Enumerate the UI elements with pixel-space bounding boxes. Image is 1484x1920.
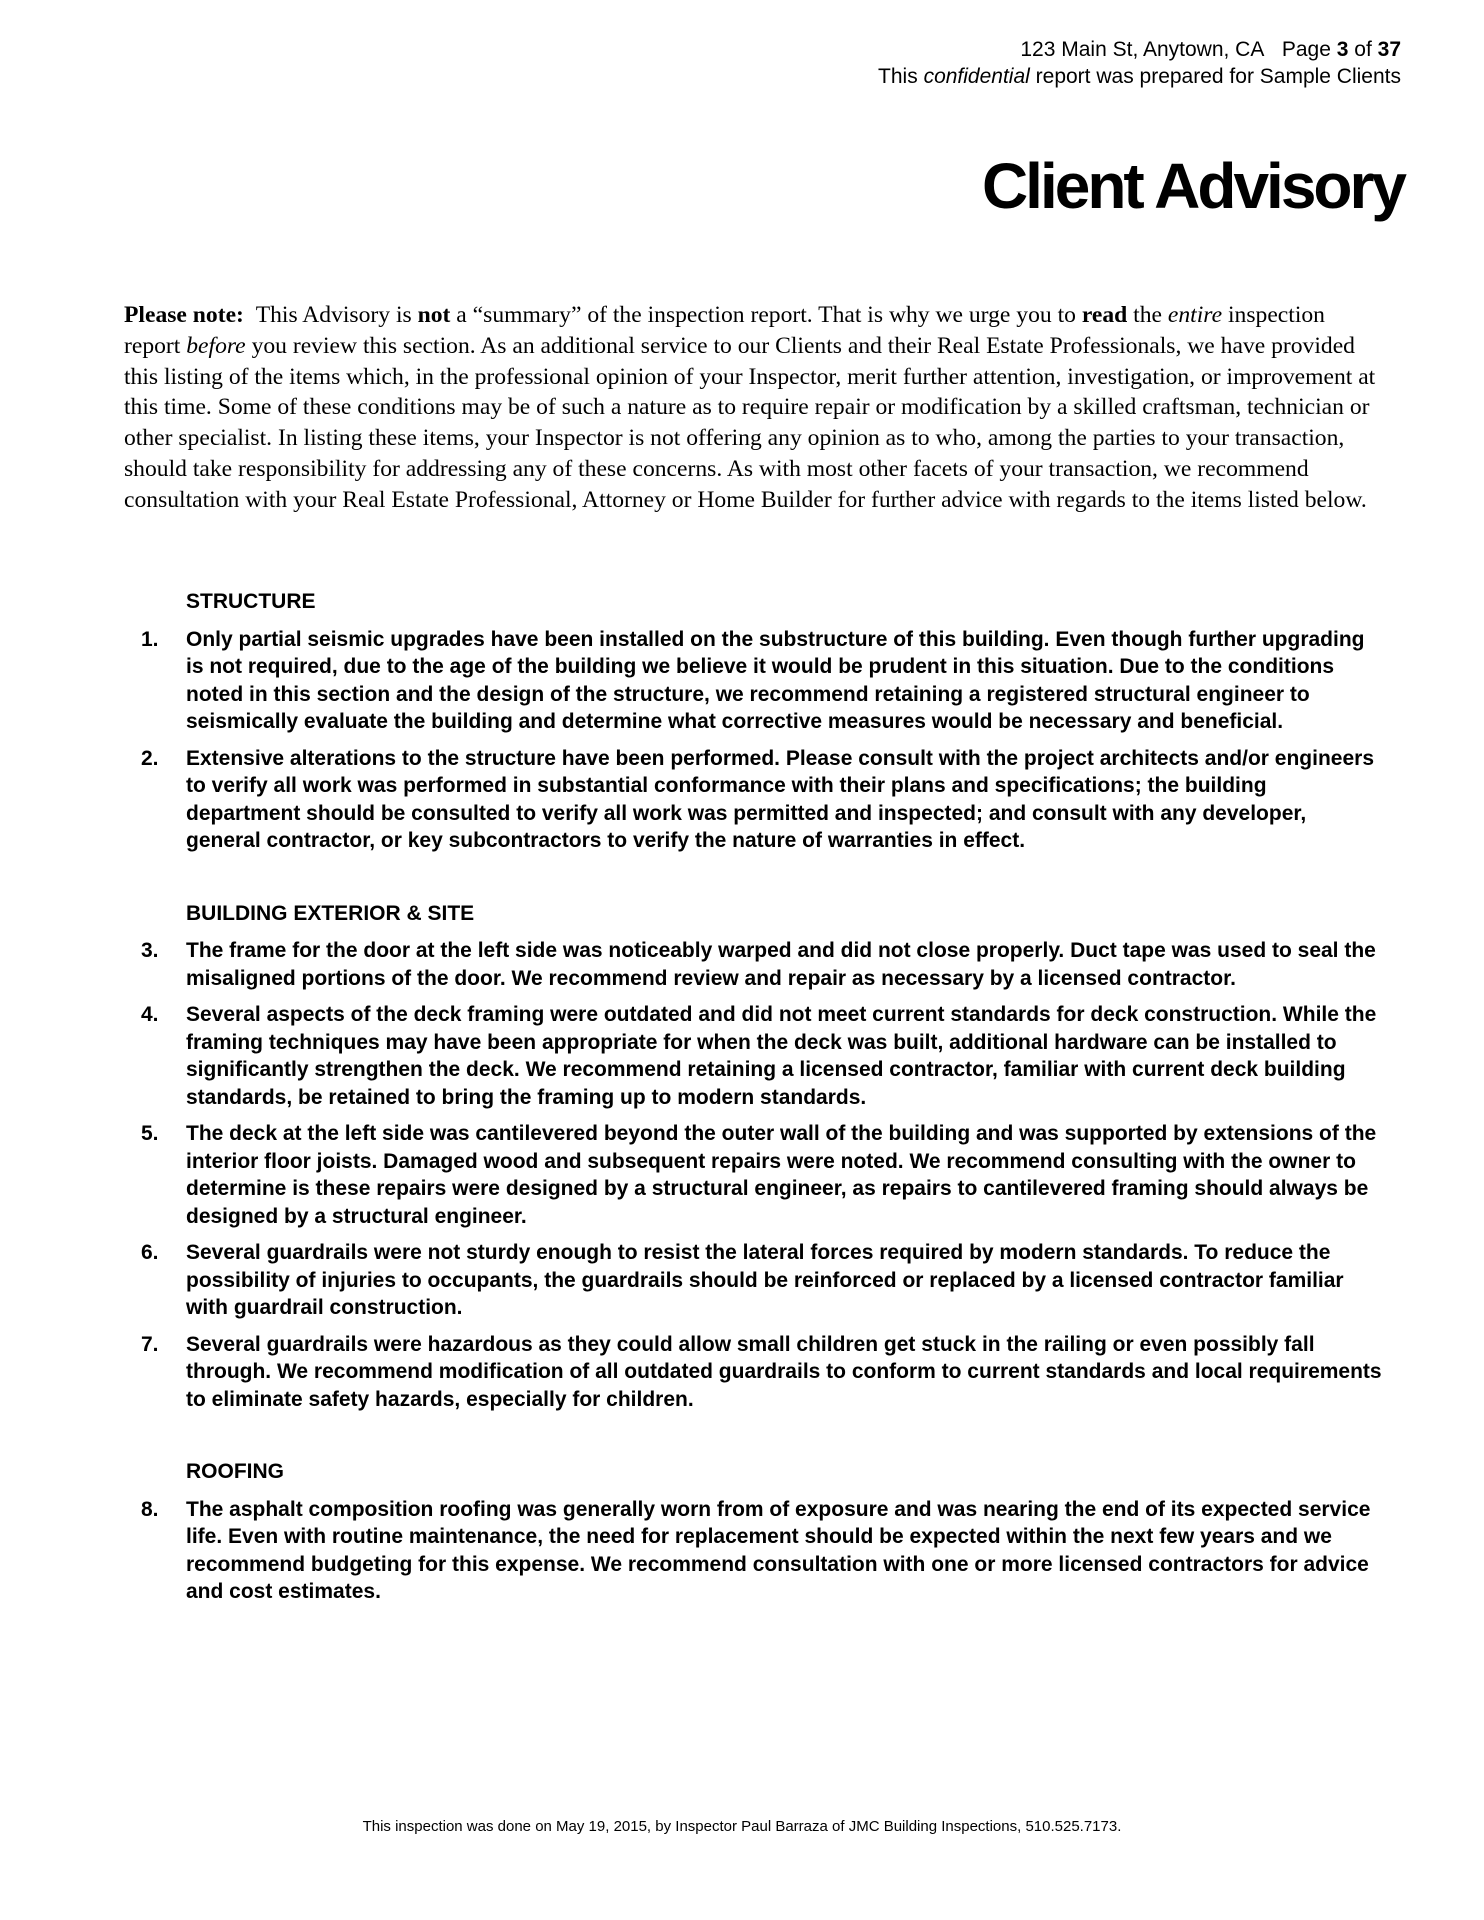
page-footer: This inspection was done on May 19, 2015, by Inspector Paul Barraza of JMC Building Inspections, 510.525.7173. — [362, 1818, 1122, 1835]
item-text: Several guardrails were not sturdy enough to resist the lateral forces required by modern standards. To reduce the possibility of injuries to occupants, the guardrails should be reinforced or replaced by a licensed contractor familiar with guardrail construction. — [186, 1241, 1344, 1319]
page-total: 37 — [1377, 38, 1401, 61]
item-text: The asphalt composition roofing was generally worn from of exposure and was nearing the end of its expected service life. Even with routine maintenance, the need for replacement should be expected within the next few years and we recommend budgeting for this expense. We recommend consultation with one or more licensed contractors for advice and cost estimates. — [186, 1497, 1371, 1603]
list-item — [124, 1331, 1386, 1414]
intro-before: before — [186, 332, 246, 359]
item-number: 4. — [141, 1003, 159, 1026]
page-current: 3 — [1336, 38, 1349, 61]
list-item — [124, 1496, 1386, 1606]
confidential-word: confidential — [923, 65, 1030, 88]
list-item — [124, 1120, 1386, 1230]
advisory-list — [124, 588, 1386, 1651]
page-label: Page — [1281, 38, 1331, 61]
item-text: Only partial seismic upgrades have been installed on the substructure of this building. Even though further upgrading is not required, due to the age of the building we believe it would be prudent in this situation. Due to the conditions noted in this section and the design of the structure, we recommend retaining a registered structural engineer to seismically evaluate the building and determine what corrective measures would be necessary and beneficial. — [186, 627, 1365, 733]
list-item — [124, 1239, 1386, 1322]
item-number: 2. — [141, 746, 159, 770]
intro-text-3: the — [1133, 302, 1162, 328]
property-address: 123 Main St, Anytown, CA — [1020, 38, 1265, 61]
item-number: 5. — [141, 1122, 159, 1145]
intro-text-5: you review this section. As an additional service to our Clients and their Real Estate Professionals, we have provided this listing of the items which, in the professional opinion of your Inspector, merit further attention, investigation, or improvement at this time. Some of these conditions may be of such a nature as to require repair or modification by a skilled craftsman, technician or other specialist. In listing these items, your Inspector is not offering any opinion as to who, among the parties to your transaction, should take responsibility for addressing any of these concerns. As with most other facets of your transaction, we recommend consultation with your Real Estate Professional, Attorney or Home Builder for further advice with regards to the items listed below. — [124, 332, 1376, 513]
item-number: 7. — [141, 1332, 159, 1356]
intro-text-2: a “summary” of the inspection report. That is why we urge you to — [456, 302, 1076, 328]
list-item — [124, 745, 1386, 855]
intro-read: read — [1081, 302, 1128, 328]
item-number: 3. — [141, 939, 159, 962]
intro-entire: entire — [1167, 302, 1223, 328]
section-heading: STRUCTURE — [186, 590, 316, 613]
confidential-prefix: This — [878, 65, 918, 88]
address-line — [878, 36, 1401, 63]
confidential-line — [878, 63, 1401, 90]
item-text: Extensive alterations to the structure have been performed. Please consult with the project architects and/or engineers to verify all work was performed in substantial conformance with their plans and specifications; the building department should be consulted to verify all work was permitted and inspected; and consult with any developer, general contractor, or key subcontractors to verify the nature of warranties in effect. — [186, 746, 1375, 852]
item-text: The frame for the door at the left side was noticeably warped and did not close properly. Duct tape was used to seal the misaligned portions of the door. We recommend review and repair as necessary by a licensed contractor. — [186, 939, 1376, 990]
section-heading: ROOFING — [186, 1460, 284, 1483]
page-of: of — [1354, 38, 1372, 61]
confidential-suffix: report was prepared for Sample Clients — [1035, 65, 1401, 88]
intro-not: not — [417, 302, 451, 328]
item-number: 8. — [141, 1497, 159, 1521]
list-item — [124, 626, 1386, 736]
section-roofing — [124, 1458, 1386, 1606]
item-text: Several aspects of the deck framing were outdated and did not meet current standards for deck construction. While the framing techniques may have been appropriate for when the deck was built, additional hardware can be installed to significantly strengthen the deck. We recommend retaining a licensed contractor, familiar with current deck building standards, be retained to bring the framing up to modern standards. — [186, 1003, 1377, 1109]
section-building-exterior — [124, 900, 1386, 1414]
item-number: 6. — [141, 1241, 159, 1264]
page-header — [878, 36, 1401, 90]
intro-text-1: This Advisory is — [255, 302, 412, 328]
item-number: 1. — [141, 627, 159, 651]
list-item — [124, 937, 1386, 992]
intro-lead: Please note: — [124, 302, 244, 328]
item-text: The deck at the left side was cantilevered beyond the outer wall of the building and was supported by extensions of the interior floor joists. Damaged wood and subsequent repairs were noted. We recommend consulting with the owner to determine is these repairs were designed by a structural engineer, as repairs to cantilevered framing should always be designed by a structural engineer. — [186, 1122, 1377, 1228]
intro-paragraph — [124, 300, 1386, 516]
page-title: Client Advisory — [981, 150, 1404, 222]
intro-text-4: inspection report — [124, 302, 1325, 359]
list-item — [124, 1001, 1386, 1111]
section-structure — [124, 588, 1386, 855]
item-text: Several guardrails were hazardous as they could allow small children get stuck in the railing or even possibly fall through. We recommend modification of all outdated guardrails to conform to current standards and local requirements to eliminate safety hazards, especially for children. — [186, 1332, 1382, 1411]
section-heading: BUILDING EXTERIOR & SITE — [186, 901, 475, 925]
